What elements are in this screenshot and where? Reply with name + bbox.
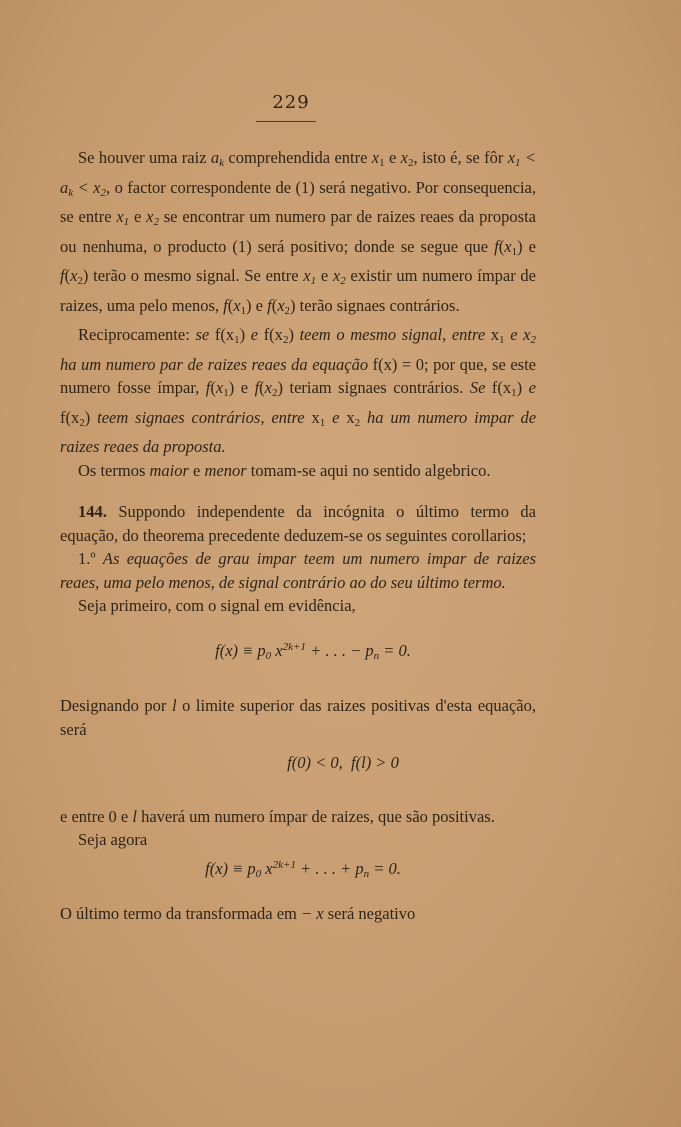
formula-2: f(0) < 0, f(l) > 0 (287, 753, 399, 772)
corollary-1: 1.º As equações de grau impar teem um numero impar de raizes reaes, uma pelo menos, de signal contrário ao do seu último termo. (60, 549, 536, 592)
page-number: 229 (272, 92, 310, 113)
paragraph-entre: e entre 0 e l haverá um numero ímpar de raizes, que são positivas. (60, 806, 495, 826)
header-rule (256, 121, 316, 122)
paragraph-terms: Os termos maior e menor tomam-se aqui no sentido algebrico. (78, 460, 491, 480)
page-body (60, 146, 536, 926)
formula-1: $f(x) \equiv p_0$ $x^{2k+1}$ + . . . − $p_n = 0$. (215, 640, 411, 662)
paragraph-designando: Designando por l o limite superior das raizes positivas d'esta equação, será (60, 696, 536, 739)
paragraph-roots-between: Se houver uma raiz $a_k$ comprehendida entre $x_1$ e $x_2$, isto é, se fôr $x_1 < a_k < x_2$, o factor correspondente de (1) será negativo. Por consequencia, se entre $x_1$ e $x_2$ se encontrar um numero par de raizes reaes da proposta ou nenhuma, o producto (1) será positivo; donde se segue que $f(x_1)$ e $f(x_2)$ terão o mesmo signal. Se entre $x_1$ e $x_2$ existir um numero ímpar de raizes, uma pelo menos, $f(x_1)$ e $f(x_2)$ terão signaes contrários. (60, 148, 537, 317)
section-144: 144. Suppondo independente da incógnita o último termo da equação, do theorema precedente deduzem-se os seguintes corollarios; (60, 502, 536, 545)
paragraph-reciprocally: Reciprocamente: se $f(x_1)$ e $f(x_2)$ teem o mesmo signal, entre $x_1$ e $x_2$ ha um numero par de raizes reaes da equação f(x) = 0; por que, se este numero fosse ímpar, $f(x_1)$ e $f(x_2)$ teriam signaes contrários. Se $f(x_1)$ e $f(x_2)$ teem signaes contrários, entre $x_1$ e $x_2$ ha um numero impar de raizes reaes da proposta. (60, 325, 537, 456)
paragraph-seja-agora: Seja agora (78, 830, 148, 849)
paragraph-seja-primeiro: Seja primeiro, com o signal em evidência, (78, 596, 356, 615)
formula-3: $f(x) \equiv p_0$ $x^{2k+1}$ + . . . + $p_n = 0$. (205, 858, 401, 880)
paragraph-ultimo-termo: O último termo da transformada em − x será negativo (60, 904, 416, 923)
